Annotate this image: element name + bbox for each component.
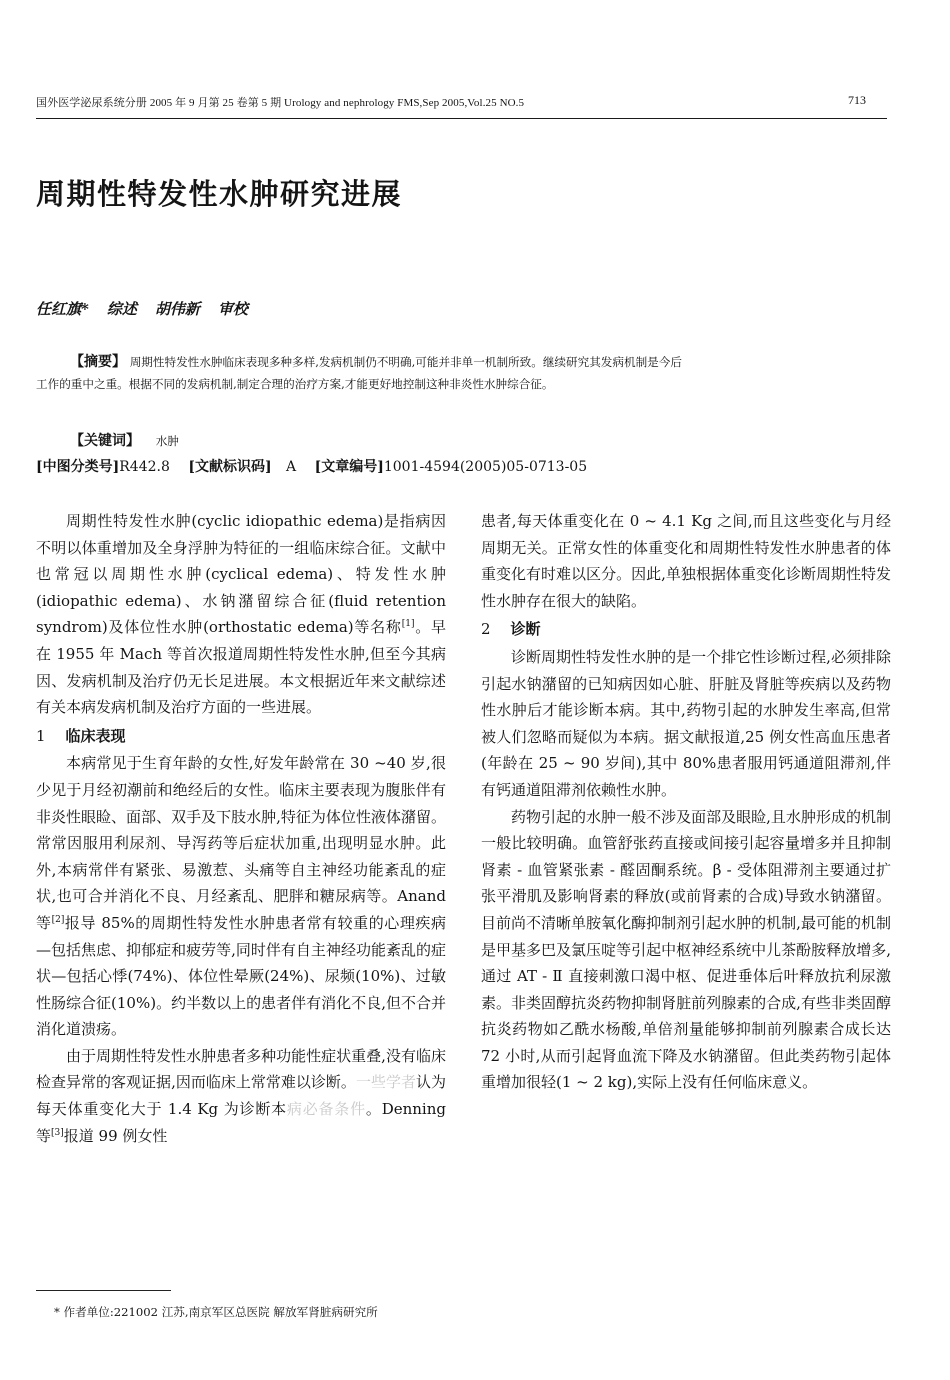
running-head: 国外医学泌尿系统分册 2005 年 9 月第 25 卷第 5 期 Urology and nephrology FMS,Sep 2005,Vol.25 NO.5 xyxy=(36,97,525,109)
citation-2[interactable]: [2] xyxy=(51,914,65,925)
section-1-title: 临床表现 xyxy=(65,726,126,745)
article-title: 周期性特发性水肿研究进展 xyxy=(36,177,403,211)
doc-code-value: A xyxy=(286,459,297,475)
reviewer-role: 审校 xyxy=(217,300,248,318)
section-2-paragraph-1: 诊断周期性特发性水肿的是一个排它性诊断过程,必须排除引起水钠潴留的已知病因如心脏、肝脏及肾脏等疾病以及药物性水肿后才能诊断本病。其中,药物引起的水肿发生率高,但常被人们忽略而疑似为本病。据文献报道,25 例女性高血压患者(年龄在 25 ~ 90 岁间),其中 80%患者服用钙通道阻滞剂,伴有钙通道阻滞剂依赖性水肿。 xyxy=(481,647,891,799)
faded-text: 病必备条件 xyxy=(286,1100,366,1119)
sec1-p2-text-b: 认为每天体重变化大于 1.4 Kg 为诊断本 xyxy=(36,1073,446,1119)
section-1-paragraph-1 xyxy=(36,750,446,1043)
keywords-label: 【关键词】 xyxy=(70,433,140,449)
abstract-text: 周期性特发性水肿临床表现多种多样,发病机制仍不明确,可能并非单一机制所致。继续研究其发病机制是今后工作的重中之重。根据不同的发病机制,制定合理的治疗方案,才能更好地控制这种非炎性水肿综合征。 xyxy=(36,355,682,391)
intro-text-cont: 。早在 1955 年 Mach 等首次报道周期性特发性水肿,但至今其病因、发病机制及治疗仍无长足进展。本文根据近年来文献综述有关本病发病机制及治疗方面的一些进展。 xyxy=(36,618,446,717)
intro-paragraph xyxy=(36,508,446,721)
author-affiliation-footnote: * 作者单位:221002 江苏,南京军区总医院 解放军肾脏病研究所 xyxy=(54,1305,378,1319)
author-line xyxy=(36,298,266,319)
sec1-p2-text-c: 。Denning 等 xyxy=(36,1100,446,1145)
sec1-p2-text: 由于周期性特发性水肿患者多种功能性症状重叠,没有临床检查异常的客观证据,因而临床上常常难以诊断。 xyxy=(36,1046,446,1092)
page-number: 713 xyxy=(848,93,866,107)
citation-3[interactable]: [3] xyxy=(51,1127,64,1138)
section-1-paragraph-2-continued xyxy=(481,508,891,614)
section-2-paragraph-2: 药物引起的水肿一般不涉及面部及眼睑,且水肿形成的机制一般比较明确。血管舒张药直接或间接引起容量增多并且抑制肾素 - 血管紧张素 - 醛固酮系统。β - 受体阻滞剂主要通过扩张平滑肌及影响肾素的释放(或前肾素的合成)导致水钠潴留。目前尚不清晰单胺氧化酶抑制剂引起水肿的机制,最可能的机制是甲基多巴及氯压啶等引起中枢神经系统中儿茶酚胺释放增多,通过 AT - Ⅱ 直接刺激口渴中枢、促进垂体后叶释放抗利尿激素。非类固醇抗炎药物抑制肾脏前列腺素的合成,有些非类固醇抗炎药物如乙酰水杨酸,单倍剂量能够抑制前列腺素合成长达 72 小时,从而引起肾血流下降及水钠潴留。但此类药物引起体重增加很轻(1 ~ 2 kg),实际上没有任何临床意义。 xyxy=(481,807,891,1092)
section-2-number: 2 xyxy=(481,620,491,639)
clc-label: [中图分类号] xyxy=(36,459,120,475)
abstract xyxy=(36,351,690,395)
keywords xyxy=(70,430,179,450)
clc-value: R442.8 xyxy=(119,459,170,475)
citation-1[interactable]: [1] xyxy=(401,619,415,630)
header-rule xyxy=(36,118,887,119)
section-1-heading xyxy=(36,723,446,750)
doc-code-label: [文献标识码] xyxy=(188,459,272,475)
section-2-title: 诊断 xyxy=(510,620,541,639)
reviewer-name: 胡伟新 xyxy=(154,300,200,318)
faded-text: 一些学者 xyxy=(355,1073,416,1092)
keywords-text: 水肿 xyxy=(155,434,179,448)
article-no-label: [文章编号] xyxy=(314,459,384,475)
left-column xyxy=(36,508,446,1149)
section-1-number: 1 xyxy=(36,726,46,745)
classification-line xyxy=(36,456,587,476)
author-role: 综述 xyxy=(106,300,137,318)
author-name: 任红旗* xyxy=(36,300,89,318)
sec1-p1-text-cont: 报导 85%的周期性特发性水肿患者常有较重的心理疾病—包括焦虑、抑郁症和疲劳等,同时伴有自主神经功能紊乱的症状—包括心悸(74%)、体位性晕厥(24%)、尿频(10%)、过敏性肠综合征(10%)。约半数以上的患者伴有消化不良,但不合并消化道溃疡。 xyxy=(36,913,446,1039)
sec1-p2-text-d-right: 患者,每天体重变化在 0 ~ 4.1 Kg 之间,而且这些变化与月经周期无关。正常女性的体重变化和周期性特发性水肿患者的体重变化有时难以区分。因此,单独根据体重变化诊断周期性特发性水肿存在很大的缺陷。 xyxy=(481,512,891,610)
section-2-heading xyxy=(481,616,891,643)
intro-text: 周期性特发性水肿(cyclic idiopathic edema)是指病因不明以体重增加及全身浮肿为特征的一组临床综合征。文献中也常冠以周期性水肿(cyclical edema)、特发性水肿(idiopathic edema)、水钠潴留综合征(fluid retention syndrom)及体位性水肿(orthostatic edema)等名称 xyxy=(36,512,446,637)
abstract-label: 【摘要】 xyxy=(70,354,126,370)
right-column xyxy=(481,508,891,1096)
article-no-value: 1001-4594(2005)05-0713-05 xyxy=(383,459,588,475)
sec1-p1-text: 本病常见于生育年龄的女性,好发年龄常在 30 ~40 岁,很少见于月经初潮前和绝经后的女性。临床主要表现为腹胀伴有非炎性眼睑、面部、双手及下肢水肿,特征为体位性液体潴留。常常因服用利尿剂、导泻药等后症状加重,出现明显水肿。此外,本病常伴有紧张、易激惹、头痛等自主神经功能紊乱的症状,也可合并消化不良、月经紊乱、肥胖和糖尿病等。Anand 等 xyxy=(36,754,446,932)
footnote-rule xyxy=(36,1290,171,1291)
section-1-paragraph-2 xyxy=(36,1043,446,1149)
sec1-p2-text-d-left: 报道 99 例女性 xyxy=(63,1126,168,1145)
